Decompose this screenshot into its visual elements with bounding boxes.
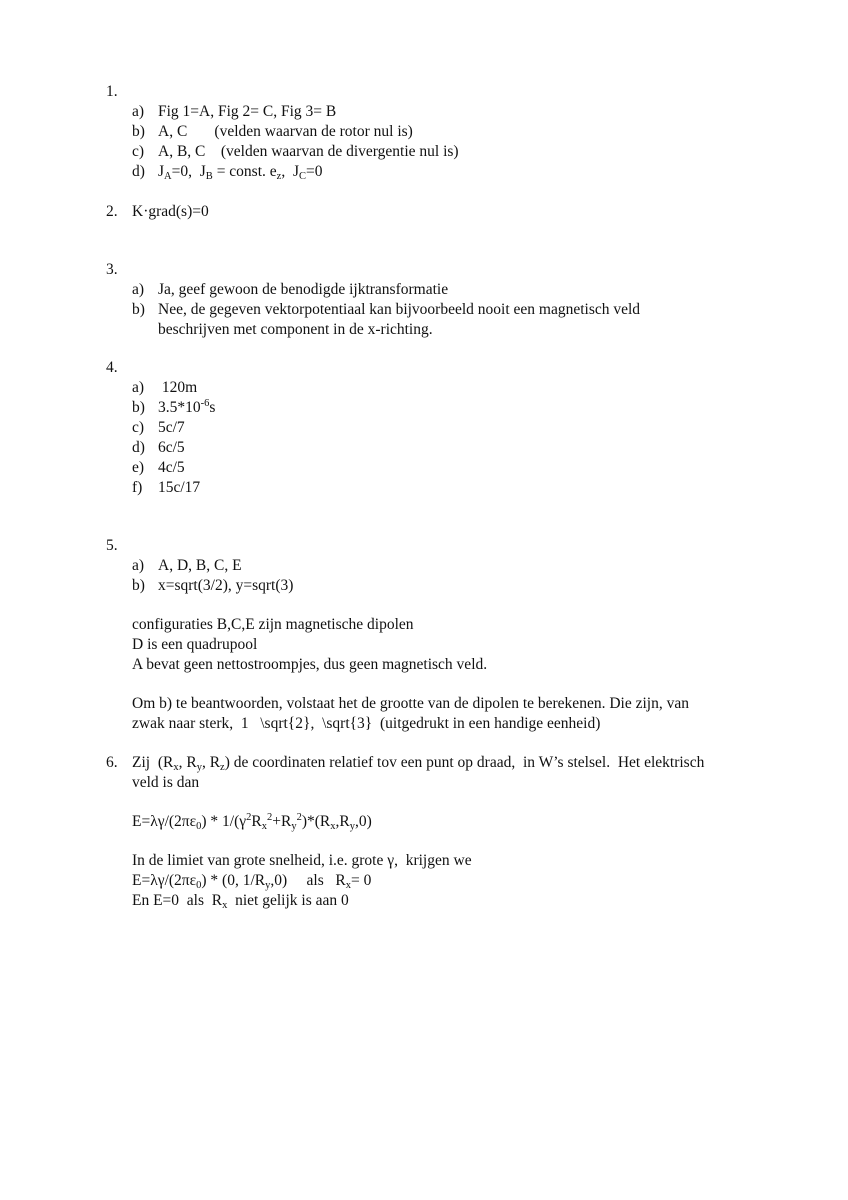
q5-note-2: D is een quadrupool: [132, 636, 258, 653]
q4-item-f: f) 15c/17: [132, 479, 201, 496]
q3-number: 3.: [106, 261, 118, 278]
q5-item-b: b) x=sqrt(3/2), y=sqrt(3): [132, 577, 294, 594]
q1-number: 1.: [106, 83, 118, 100]
q5-note-3: A bevat geen nettostroompjes, dus geen magnetisch veld.: [132, 656, 488, 673]
q1-item-b: b) A, C (velden waarvan de rotor nul is): [132, 123, 413, 140]
q5-item-a: a) A, D, B, C, E: [132, 557, 242, 574]
q1-item-c: c) A, B, C (velden waarvan de divergentie nul is): [132, 143, 459, 160]
q5-number: 5.: [106, 537, 118, 554]
q6-limit-line-1: In de limiet van grote snelheid, i.e. grote γ, krijgen we: [132, 852, 472, 869]
q6-intro-line-1: Zij ($R_x$, $R_y$, $R_z$) de coordinaten relatief tov een punt op draad, in W’s stelsel. Het elektrisch: [132, 754, 705, 773]
q4-item-a: a) 120m: [132, 379, 198, 396]
q4-item-b: b) $3.5*10^{-6}s$: [132, 398, 216, 416]
q1-item-d: d) $J_A=0$, $J_B$ = const. $e_z$, $J_C=0$: [132, 163, 323, 182]
q6-number: 6.: [106, 754, 118, 771]
q6-intro-line-2: veld is dan: [132, 774, 200, 791]
q3-item-b-continued: beschrijven met component in de x-richting.: [158, 321, 433, 338]
q2-answer: K·grad(s)=0: [132, 203, 209, 220]
q5-paragraph-2: zwak naar sterk, 1 \sqrt{2}, \sqrt{3} (uitgedrukt in een handige eenheid): [132, 715, 601, 732]
q4-number: 4.: [106, 359, 118, 376]
q2-number: 2.: [106, 203, 118, 220]
q3-item-b: b) Nee, de gegeven vektorpotentiaal kan bijvoorbeeld nooit een magnetisch veld: [132, 301, 641, 318]
q6-limit-line-2: $E=\lambda\gamma/(2\pi\varepsilon_0) * (0$, $1/R_y,0$) als $R_x= 0$: [132, 872, 372, 891]
q6-limit-line-3: En E=0 als $R_x$ niet gelijk is aan 0: [132, 892, 349, 911]
q6-formula: $E=\lambda\gamma/(2\pi\varepsilon_0) * 1/(\gamma^2R_x^2+R_y^2)*(R_x,R_y,0)$: [132, 812, 372, 832]
q4-item-c: c) 5c/7: [132, 419, 185, 436]
q4-item-d: d) 6c/5: [132, 439, 185, 456]
q5-note-1: configuraties B,C,E zijn magnetische dipolen: [132, 616, 414, 633]
q5-paragraph-1: Om b) te beantwoorden, volstaat het de grootte van de dipolen te berekenen. Die zijn, van: [132, 695, 689, 712]
q3-item-a: a) Ja, geef gewoon de benodigde ijktransformatie: [132, 281, 449, 298]
q1-item-a: a) Fig 1=A, Fig 2= C, Fig 3= B: [132, 103, 337, 120]
q4-item-e: e) 4c/5: [132, 459, 185, 476]
